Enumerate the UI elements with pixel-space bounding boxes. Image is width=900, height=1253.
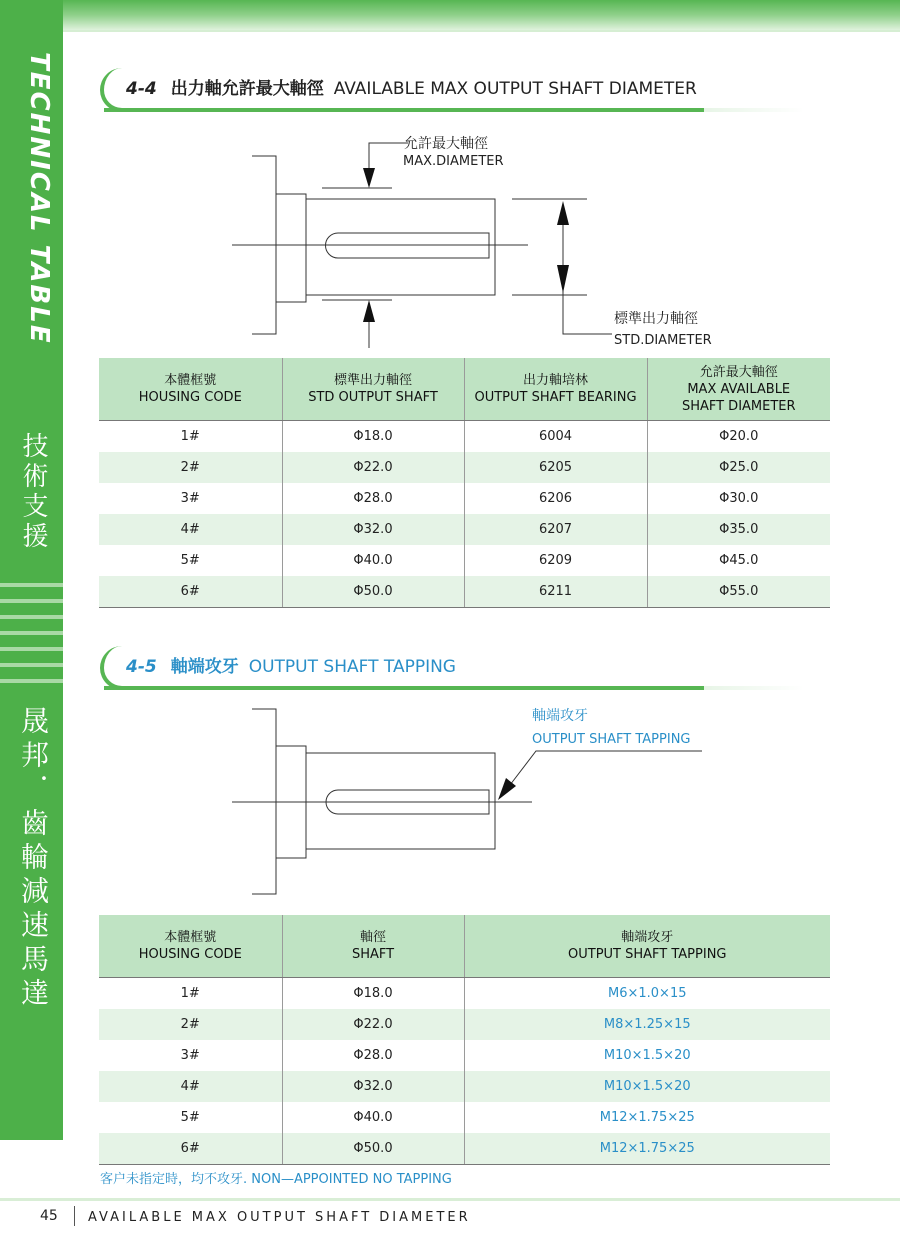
table-cell: 2# [99, 452, 282, 483]
table-cell: 1# [99, 978, 282, 1010]
sidebar-title-en: TECHNICAL TABLE [24, 52, 54, 345]
header-label: OUTPUT SHAFT TAPPING [568, 947, 727, 962]
company-name: 晟邦．齒輪減速馬達 [17, 706, 50, 1012]
footer-separator [74, 1206, 75, 1226]
table-cell: 6209 [464, 545, 647, 576]
footer-divider [0, 1198, 900, 1201]
table-cell: 6205 [464, 452, 647, 483]
shaft-tapping-table [99, 915, 830, 1165]
table-row [99, 1009, 830, 1040]
header-label: HOUSING CODE [138, 947, 242, 962]
table-cell: Φ22.0 [282, 452, 464, 483]
section-title-zh: 出力軸允許最大軸徑 [170, 79, 324, 99]
table-cell: 6206 [464, 483, 647, 514]
table-cell: M12×1.75×25 [599, 1110, 695, 1125]
section-title-zh: 軸端攻牙 [170, 657, 239, 677]
table-row [99, 1102, 830, 1133]
table-cell: 6004 [464, 421, 647, 453]
table-cell: 6# [99, 576, 282, 608]
header-label: 允許最大軸徑 [699, 364, 778, 380]
tapping-label-zh: 軸端攻牙 [532, 708, 588, 724]
table-cell: Φ28.0 [282, 1040, 464, 1071]
header-label: 標準出力軸徑 [333, 373, 412, 388]
section-title-en: OUTPUT SHAFT TAPPING [248, 657, 456, 677]
sidebar [0, 0, 63, 1140]
header-label: 出力軸培林 [522, 373, 588, 388]
table-header-row [99, 915, 830, 978]
header-label: SHAFT [351, 947, 395, 962]
table-cell: 6211 [464, 576, 647, 608]
table-row [99, 978, 830, 1010]
table-cell: Φ35.0 [647, 514, 830, 545]
section-number: 4-5 [126, 657, 157, 677]
table-row [99, 1133, 830, 1165]
header-label: 本體框號 [164, 930, 217, 945]
table-row [99, 452, 830, 483]
table-cell: 4# [99, 514, 282, 545]
header-label: OUTPUT SHAFT BEARING [474, 390, 637, 405]
table-row [99, 545, 830, 576]
header-label: STD OUTPUT SHAFT [308, 390, 438, 405]
table-row [99, 514, 830, 545]
table-cell: Φ32.0 [282, 1071, 464, 1102]
table-cell: Φ50.0 [282, 1133, 464, 1165]
table-cell: 3# [99, 483, 282, 514]
header-label: SHAFT DIAMETER [681, 398, 796, 414]
table-cell: M10×1.5×20 [603, 1048, 691, 1063]
table-cell: M8×1.25×15 [464, 1009, 830, 1040]
header-std-output-shaft [282, 358, 464, 421]
header-label: MAX AVAILABLE [687, 381, 791, 397]
header-housing-code [99, 915, 282, 978]
table-cell: 4# [99, 1071, 282, 1102]
sidebar-stripes [0, 583, 63, 695]
table-header-row [99, 358, 830, 421]
max-diameter-label-zh: 允許最大軸徑 [404, 136, 488, 152]
header-label: HOUSING CODE [138, 390, 242, 405]
sidebar-title-zh: 技術支援 [18, 432, 48, 552]
table-cell: Φ50.0 [282, 576, 464, 608]
table-cell: 5# [99, 1102, 282, 1133]
table-cell: 1# [99, 421, 282, 453]
footer-title: AVAILABLE MAX OUTPUT SHAFT DIAMETER [88, 1210, 471, 1225]
table-row [99, 1040, 830, 1071]
header-max-available-diameter [647, 358, 830, 421]
section-heading-4-4 [100, 68, 704, 112]
table-cell: Φ40.0 [282, 1102, 464, 1133]
section-number: 4-4 [126, 79, 157, 99]
table-cell: Φ30.0 [719, 491, 759, 506]
table-row [99, 576, 830, 608]
table-cell: 2# [99, 1009, 282, 1040]
table-cell: M6×1.0×15 [608, 986, 687, 1001]
top-band [63, 0, 900, 30]
table-cell: Φ22.0 [282, 1009, 464, 1040]
header-output-shaft-tapping [464, 915, 830, 978]
header-label: 本體框號 [164, 373, 217, 388]
tapping-note: 客户未指定時，均不攻牙. NON—APPOINTED NO TAPPING [100, 1172, 452, 1187]
table-cell: 5# [99, 545, 282, 576]
header-label: 軸端攻牙 [621, 930, 674, 945]
table-cell: Φ18.0 [282, 978, 464, 1010]
table-cell: Φ18.0 [282, 421, 464, 453]
header-label: 軸徑 [359, 930, 386, 945]
table-cell: Φ32.0 [282, 514, 464, 545]
std-diameter-label-en: STD.DIAMETER [614, 333, 712, 348]
table-cell: Φ25.0 [647, 452, 830, 483]
table-cell: Φ40.0 [282, 545, 464, 576]
table-cell: M10×1.5×20 [464, 1071, 830, 1102]
table-row [99, 421, 830, 453]
header-output-shaft-bearing [464, 358, 647, 421]
table-cell: 6207 [464, 514, 647, 545]
table-cell: Φ28.0 [282, 483, 464, 514]
section-title-en: AVAILABLE MAX OUTPUT SHAFT DIAMETER [333, 79, 697, 99]
table-cell: 6# [99, 1133, 282, 1165]
std-diameter-label-zh: 標準出力軸徑 [614, 311, 698, 327]
table-cell: 3# [99, 1040, 282, 1071]
section-heading-4-5 [100, 646, 704, 690]
page-number: 45 [40, 1208, 58, 1224]
table-cell: Φ45.0 [719, 553, 759, 568]
table-cell: M12×1.75×25 [464, 1133, 830, 1165]
table-cell: Φ55.0 [647, 576, 830, 608]
max-shaft-diameter-table [99, 358, 830, 608]
table-row [99, 483, 830, 514]
table-cell: Φ20.0 [719, 429, 759, 444]
table-row [99, 1071, 830, 1102]
header-housing-code [99, 358, 282, 421]
max-diameter-label-en: MAX.DIAMETER [403, 154, 504, 169]
header-shaft [282, 915, 464, 978]
tapping-label-en: OUTPUT SHAFT TAPPING [532, 732, 691, 747]
